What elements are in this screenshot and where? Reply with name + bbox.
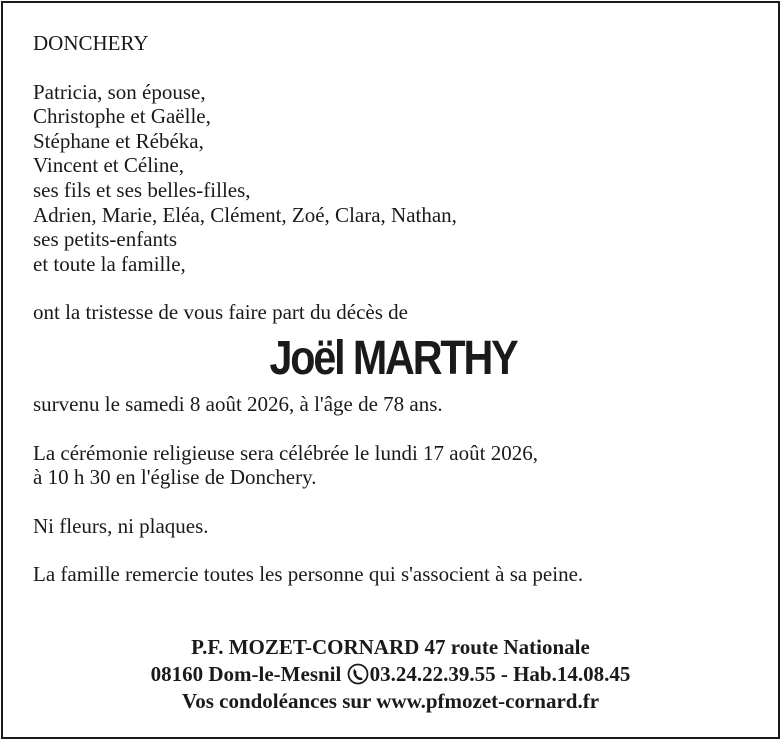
family-line: Stéphane et Rébéka, [33,128,204,153]
thanks-note: La famille remercie toutes les personne qui s'associent à sa peine. [33,562,584,587]
funeral-home-footer [3,634,778,715]
town-name: DONCHERY [33,31,149,55]
family-list [33,80,753,277]
condolences-website: Vos condoléances sur www.pfmozet-cornard.fr [181,689,600,713]
flowers-note: Ni fleurs, ni plaques. [33,513,209,538]
funeral-home-contact [3,661,778,688]
family-line: ses fils et ses belles-filles, [33,177,251,202]
family-line: Vincent et Céline, [33,153,184,178]
ceremony-line: à 10 h 30 en l'église de Donchery. [33,465,317,490]
family-line: et toute la famille, [33,251,186,276]
announcement-text: ont la tristesse de vous faire part du décès de [33,300,408,325]
phone-numbers: 03.24.22.39.55 - Hab.14.08.45 [369,662,631,686]
ceremony-line: La cérémonie religieuse sera célébrée le lundi 17 août 2026, [33,440,538,465]
family-line: Patricia, son épouse, [33,79,206,104]
telephone-icon [347,663,369,685]
family-line: ses petits-enfants [33,227,178,252]
funeral-home-address: P.F. MOZET-CORNARD 47 route Nationale [191,635,590,659]
notice-body [33,31,753,587]
obituary-notice [1,1,780,739]
family-line: Adrien, Marie, Eléa, Clément, Zoé, Clara, Nathan, [33,202,457,227]
postal-town: 08160 Dom-le-Mesnil [150,662,347,686]
death-info: survenu le samedi 8 août 2026, à l'âge de 78 ans. [33,391,443,416]
family-line: Christophe et Gaëlle, [33,104,211,129]
deceased-name: Joël MARTHY [269,331,517,385]
